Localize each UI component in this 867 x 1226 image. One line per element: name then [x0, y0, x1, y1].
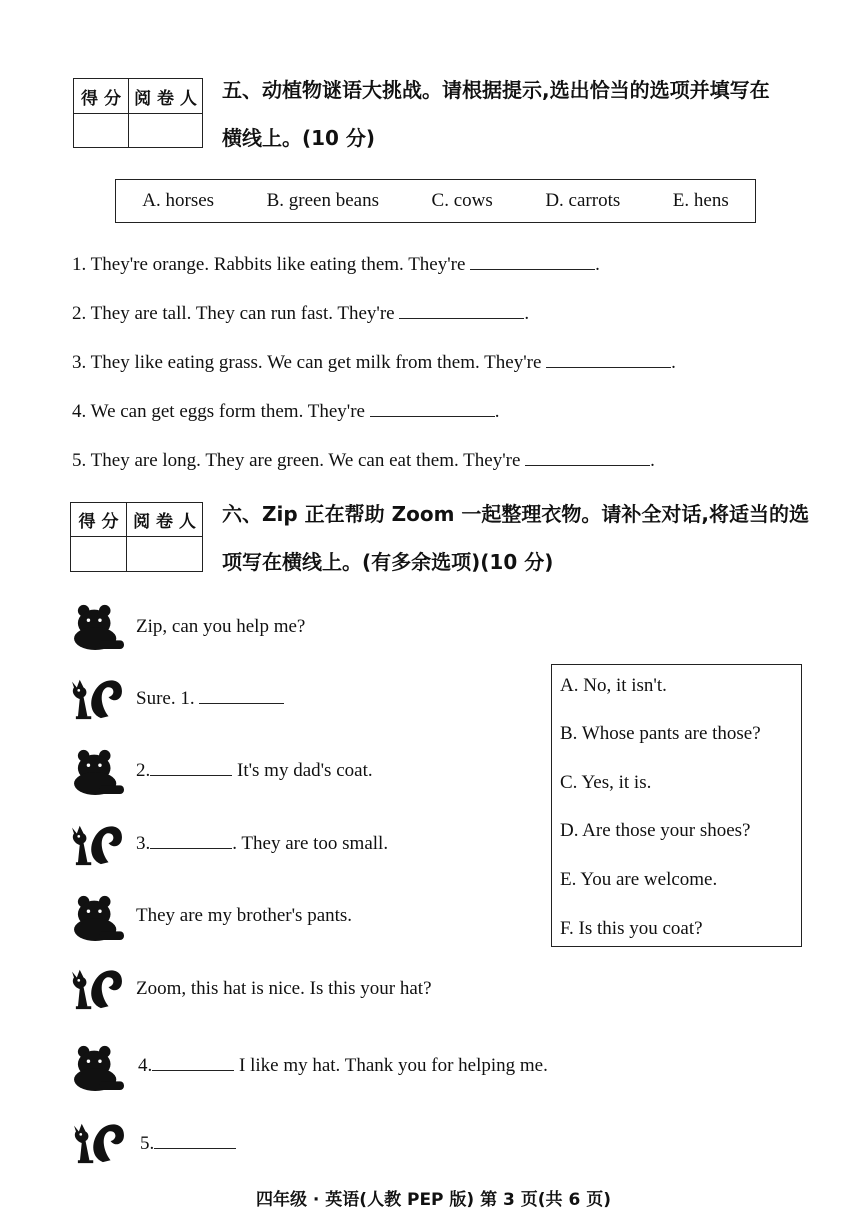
grader-cell[interactable]: [127, 537, 203, 572]
answer-blank[interactable]: [150, 761, 232, 776]
dialogue-line-4: 3. . They are too small.: [136, 833, 389, 854]
choice-b: B. Whose pants are those?: [560, 723, 761, 744]
answer-blank[interactable]: [470, 255, 595, 270]
dialogue-line-3: 2. It's my dad's coat.: [136, 760, 373, 781]
dialogue-line-2: Sure. 1.: [136, 688, 284, 710]
squirrel-icon: [68, 820, 126, 868]
question-2: 2. They are tall. They can run fast. They're .: [72, 303, 530, 324]
dialogue-line-7: 4. I like my hat. Thank you for helping me.: [138, 1055, 548, 1076]
option-e: E. hens: [672, 190, 729, 211]
dialogue-line-6: Zoom, this hat is nice. Is this your hat?: [136, 978, 432, 999]
dialogue-line-1: Zip, can you help me?: [136, 616, 306, 637]
answer-blank[interactable]: [150, 834, 232, 849]
score-cell[interactable]: [74, 114, 129, 148]
grader-cell[interactable]: [129, 114, 203, 148]
score-cell[interactable]: [71, 537, 127, 572]
bear-icon: [70, 602, 128, 650]
squirrel-icon: [68, 674, 126, 722]
dialogue-choices-box: [551, 664, 802, 947]
answer-blank[interactable]: [199, 689, 284, 704]
option-b: B. green beans: [266, 190, 379, 211]
bear-icon: [70, 893, 128, 941]
bear-icon: [70, 1043, 128, 1091]
answer-blank[interactable]: [525, 451, 650, 466]
squirrel-icon: [68, 964, 126, 1012]
answer-blank[interactable]: [152, 1056, 234, 1071]
answer-blank[interactable]: [154, 1134, 236, 1149]
dialogue-line-8: 5.: [140, 1133, 236, 1155]
word-options-box: [115, 179, 756, 223]
option-d: D. carrots: [545, 190, 621, 211]
option-c: C. cows: [431, 190, 493, 211]
answer-blank[interactable]: [399, 304, 524, 319]
dialogue-line-5: They are my brother's pants.: [136, 905, 353, 926]
choice-d: D. Are those your shoes?: [560, 820, 751, 841]
choice-c: C. Yes, it is.: [560, 772, 652, 793]
option-a: A. horses: [142, 190, 215, 211]
choice-e: E. You are welcome.: [560, 869, 718, 890]
answer-blank[interactable]: [370, 402, 495, 417]
question-5: 5. They are long. They are green. We can eat them. They're .: [72, 450, 655, 471]
score-table-section6: [70, 502, 203, 572]
score-table-section5: [73, 78, 203, 148]
answer-blank[interactable]: [546, 353, 671, 368]
score-label: 得 分: [71, 503, 127, 537]
page-footer: 四年级 · 英语(人教 PEP 版) 第 3 页(共 6 页): [256, 1190, 611, 1210]
section5-title: 五、动植物谜语大挑战。请根据提示,选出恰当的选项并填写在 横线上。(10 分): [222, 78, 770, 150]
grader-label: 阅 卷 人: [129, 79, 203, 114]
choice-f: F. Is this you coat?: [560, 918, 703, 939]
choice-a: A. No, it isn't.: [560, 675, 667, 696]
question-4: 4. We can get eggs form them. They're .: [72, 401, 500, 422]
bear-icon: [70, 747, 128, 795]
score-label: 得 分: [74, 79, 129, 114]
question-3: 3. They like eating grass. We can get milk from them. They're .: [72, 352, 676, 373]
section6-title: 六、Zip 正在帮助 Zoom 一起整理衣物。请补全对话,将适当的选 项写在横线上。(有多余选项)(10 分): [222, 502, 809, 574]
grader-label: 阅 卷 人: [127, 503, 203, 537]
squirrel-icon: [70, 1118, 128, 1166]
question-1: 1. They're orange. Rabbits like eating them. They're .: [72, 254, 600, 275]
